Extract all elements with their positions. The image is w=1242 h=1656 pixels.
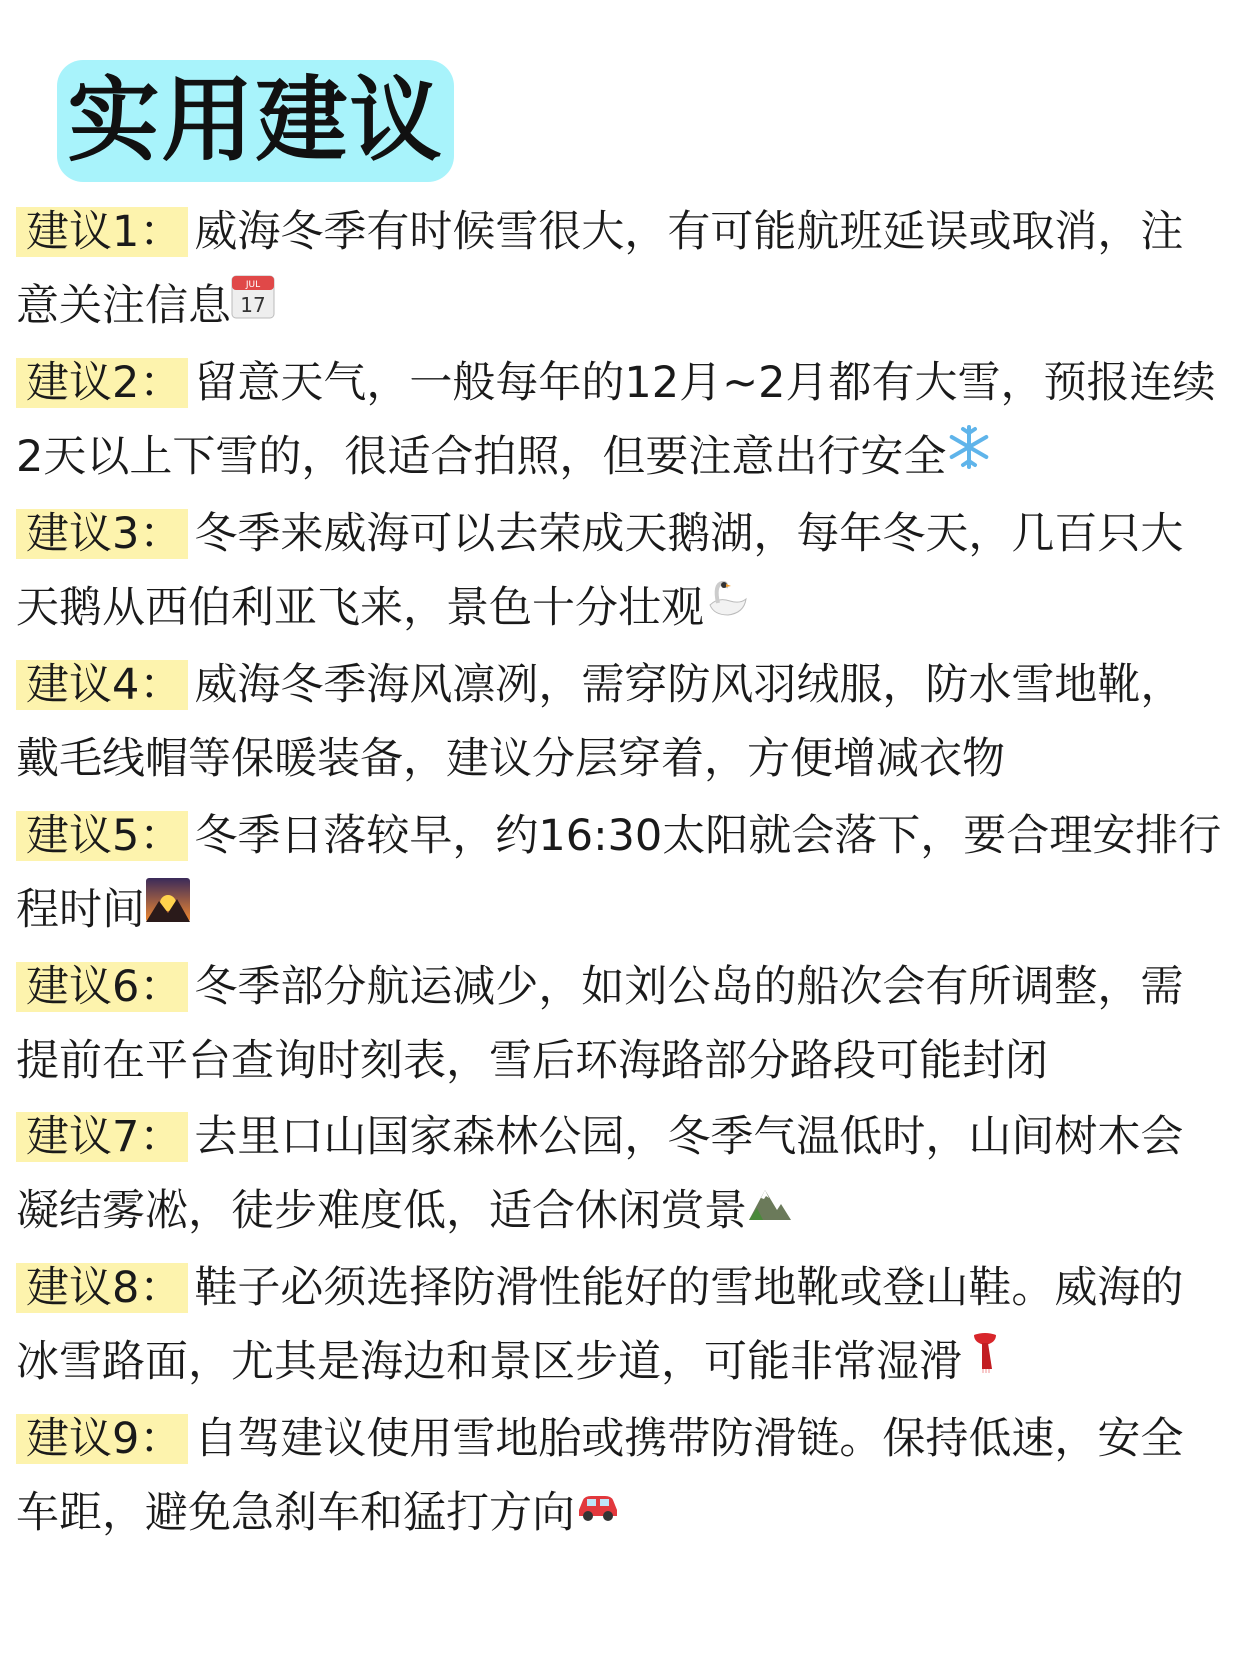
car-icon	[575, 1475, 621, 1549]
calendar-day: 17	[240, 292, 266, 317]
tip-text: 去里口山国家森林公园，冬季气温低时，山间树木会凝结雾凇，徒步难度低，适合休闲赏景	[16, 1112, 1184, 1236]
tip-4	[16, 648, 1226, 796]
tip-label: 建议4：	[16, 660, 188, 710]
tip-5	[16, 799, 1226, 947]
page-title: 实用建议	[67, 67, 444, 174]
tip-text: 鞋子必须选择防滑性能好的雪地靴或登山鞋。威海的冰雪路面，尤其是海边和景区步道，可能非常湿滑	[16, 1263, 1184, 1387]
tip-text: 威海冬季有时候雪很大，有可能航班延误或取消，注意关注信息	[16, 207, 1184, 331]
tip-label: 建议2：	[16, 358, 188, 408]
tip-9	[16, 1402, 1226, 1550]
title-badge	[57, 60, 454, 182]
tip-8	[16, 1251, 1226, 1399]
mountain-icon	[747, 1173, 793, 1247]
tip-3	[16, 497, 1226, 645]
tip-2	[16, 346, 1226, 494]
tip-text: 自驾建议使用雪地胎或携带防滑链。保持低速，安全车距，避免急刹车和猛打方向	[16, 1414, 1184, 1538]
calendar-icon	[231, 268, 275, 342]
tip-label: 建议3：	[16, 509, 188, 559]
calendar-month: JUL	[245, 279, 261, 290]
tip-text: 威海冬季海风凛冽，需穿防风羽绒服，防水雪地靴，戴毛线帽等保暖装备，建议分层穿着，方便增减衣物	[16, 660, 1184, 784]
tip-label: 建议7：	[16, 1112, 188, 1162]
tip-text: 冬季来威海可以去荣成天鹅湖，每年冬天，几百只大天鹅从西伯利亚飞来，景色十分壮观	[16, 509, 1184, 633]
scarf-icon	[962, 1324, 1008, 1398]
tip-7	[16, 1100, 1226, 1248]
tip-1	[16, 195, 1226, 343]
sunset-icon	[145, 872, 191, 946]
tip-label: 建议5：	[16, 811, 188, 861]
tip-6	[16, 950, 1226, 1098]
tip-text: 留意天气，一般每年的12月~2月都有大雪，预报连续2天以上下雪的，很适合拍照，但要注意出行安全	[16, 358, 1216, 482]
tip-label: 建议1：	[16, 207, 188, 257]
snowflake-icon	[946, 419, 992, 493]
tip-label: 建议6：	[16, 962, 188, 1012]
tip-text: 冬季部分航运减少，如刘公岛的船次会有所调整，需提前在平台查询时刻表，雪后环海路部分路段可能封闭	[16, 962, 1184, 1086]
tip-text: 冬季日落较早，约16:30太阳就会落下，要合理安排行程时间	[16, 811, 1222, 935]
tip-label: 建议9：	[16, 1414, 188, 1464]
swan-icon	[704, 570, 750, 644]
tip-label: 建议8：	[16, 1263, 188, 1313]
